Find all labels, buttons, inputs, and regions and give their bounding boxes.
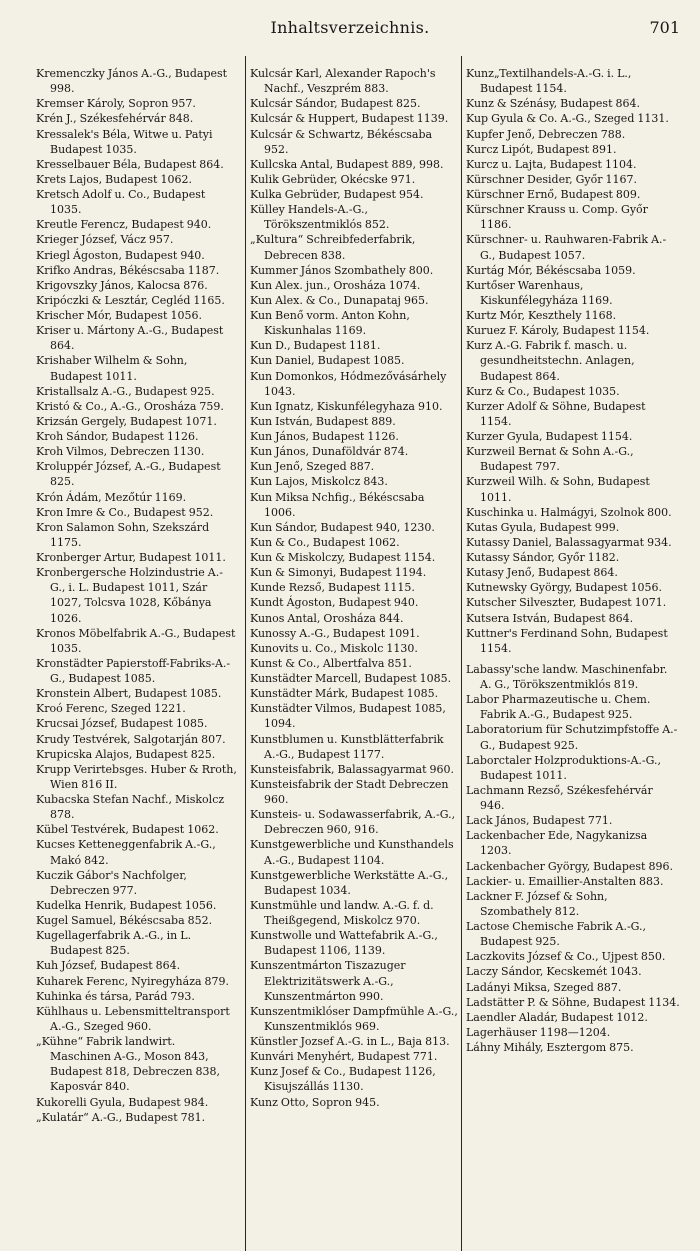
index-entry: Krets Lajos, Budapest 1062. bbox=[36, 172, 192, 186]
index-entry: Kunst & Co., Albertfalva 851. bbox=[250, 656, 412, 670]
index-entry: Kronos Möbelfabrik A.-G., Budapest 1035. bbox=[36, 626, 236, 655]
index-entry: Kuczik Gábor's Nachfolger, Debreczen 977. bbox=[36, 868, 187, 897]
index-entry: Krischer Mór, Budapest 1056. bbox=[36, 309, 202, 322]
index-entry: Kup Gyula & Co. A.-G., Szeged 1131. bbox=[466, 112, 669, 126]
index-entry: Kuhinka és társa, Parád 793. bbox=[36, 989, 195, 1003]
index-entry: Kun Jenő, Szeged 887. bbox=[250, 460, 375, 474]
index-entry: Kudelka Henrik, Budapest 1056. bbox=[36, 898, 217, 912]
index-entry: Kristó & Co., A.-G., Orosháza 759. bbox=[36, 399, 224, 413]
index-entry: Kunszentmárton Tiszazuger Elektrizitätswerk A.-G., Kunszentmárton 990. bbox=[250, 959, 406, 1003]
index-entry: Kun Miksa Nchfig., Békéscsaba 1006. bbox=[250, 490, 425, 519]
index-entry: Laborctaler Holzproduktions-A.-G., Budapest 1011. bbox=[466, 753, 662, 782]
index-entry: Kremser Károly, Sopron 957. bbox=[36, 97, 196, 111]
index-entry: Kroh Vilmos, Debreczen 1130. bbox=[36, 445, 205, 459]
index-entry: Kroh Sándor, Budapest 1126. bbox=[36, 430, 199, 443]
index-entry: Kunvári Menyhért, Budapest 771. bbox=[250, 1050, 438, 1064]
index-entry: Kürschner- u. Rauhwaren-Fabrik A.-G., Budapest 1057. bbox=[466, 233, 667, 262]
index-entry: Kunde Rezső, Budapest 1115. bbox=[250, 581, 415, 595]
index-entry: Láhny Mihály, Esztergom 875. bbox=[466, 1041, 634, 1054]
index-entry: Kunsteis- u. Sodawasserfabrik, A.-G., Debreczen 960, 916. bbox=[250, 808, 456, 837]
index-entry: Kun Alex. jun., Orosháza 1074. bbox=[250, 278, 421, 292]
index-entry: Kunstgewerbliche und Kunsthandels A.-G., Budapest 1104. bbox=[250, 838, 454, 867]
index-entry: Kun János, Budapest 1126. bbox=[250, 430, 399, 443]
index-entry: Krieger József, Vácz 957. bbox=[36, 233, 174, 247]
index-entry: Krishaber Wilhelm & Sohn, Budapest 1011. bbox=[36, 354, 188, 383]
index-entry: Kunovits u. Co., Miskolc 1130. bbox=[250, 641, 418, 655]
index-entry: Ladstätter P. & Söhne, Budapest 1134. bbox=[466, 995, 680, 1009]
index-entry: Kron Imre & Co., Budapest 952. bbox=[36, 505, 214, 519]
index-entry: Kunstblumen u. Kunstblätterfabrik A.-G., Budapest 1177. bbox=[250, 732, 444, 761]
index-entry: „Kühne“ Fabrik landwirt. Maschinen A-G., Moson 843, Budapest 818, Debreczen 838, Kaposvár 840. bbox=[36, 1035, 221, 1094]
index-entry: Kronbergersche Holzindustrie A.-G., i. L. Budapest 1011, Szár 1027, Tolcsva 1028, Kőbánya 1026. bbox=[36, 566, 223, 625]
index-entry: Kroó Ferenc, Szeged 1221. bbox=[36, 702, 186, 716]
index-entry: Lack János, Budapest 771. bbox=[466, 814, 613, 828]
index-entry: Kugel Samuel, Békéscsaba 852. bbox=[36, 914, 213, 927]
index-entry: „Kultura“ Schreibfederfabrik, Debrecen 838. bbox=[250, 233, 416, 262]
index-entry: Kummer János Szombathely 800. bbox=[250, 263, 434, 277]
index-entry: Kunstwolle und Wattefabrik A.-G., Budapest 1106, 1139. bbox=[250, 929, 438, 958]
index-entry: Lackier- u. Emaillier-Anstalten 883. bbox=[466, 874, 664, 888]
index-entry: Ladányi Miksa, Szeged 887. bbox=[466, 980, 622, 994]
index-entry: Kunstädter Márk, Budapest 1085. bbox=[250, 687, 439, 701]
index-column-1 bbox=[36, 66, 238, 1125]
index-entry: Kreutle Ferencz, Budapest 940. bbox=[36, 218, 212, 232]
index-entry: Kukorelli Gyula, Budapest 984. bbox=[36, 1095, 209, 1109]
index-entry: Kunstädter Marcell, Budapest 1085. bbox=[250, 672, 452, 685]
index-entry: Kuschinka u. Halmágyi, Szolnok 800. bbox=[466, 505, 672, 519]
index-entry: Kunstädter Vilmos, Budapest 1085, 1094. bbox=[250, 702, 446, 731]
index-entry: Kunz Otto, Sopron 945. bbox=[250, 1095, 380, 1109]
index-entry: Kurzer Gyula, Budapest 1154. bbox=[466, 430, 633, 443]
index-entry: Kun D., Budapest 1181. bbox=[250, 339, 381, 353]
index-entry: Labassy'sche landw. Maschinenfabr. A. G., Törökszentmiklós 819. bbox=[466, 662, 668, 691]
index-entry: Kretsch Adolf u. Co., Budapest 1035. bbox=[36, 188, 206, 217]
index-entry: Kurzer Adolf & Söhne, Budapest 1154. bbox=[466, 399, 646, 428]
index-entry: Kronstein Albert, Budapest 1085. bbox=[36, 687, 222, 701]
index-column-3 bbox=[466, 66, 680, 1055]
index-entry: Kron Salamon Sohn, Szekszárd 1175. bbox=[36, 520, 210, 549]
index-entry: Kunz & Szénásy, Budapest 864. bbox=[466, 97, 640, 111]
index-entry: Kunos Antal, Orosháza 844. bbox=[250, 611, 404, 625]
index-entry: Kunz„Textilhandels-A.-G. i. L., Budapest 1154. bbox=[466, 67, 632, 96]
index-entry: Kun Benő vorm. Anton Kohn, Kiskunhalas 1169. bbox=[250, 309, 410, 338]
index-entry: Kunsteisfabrik der Stadt Debreczen 960. bbox=[250, 777, 449, 806]
index-entry: Kun Sándor, Budapest 940, 1230. bbox=[250, 520, 435, 534]
index-entry: Kulik Gebrüder, Okécske 971. bbox=[250, 172, 416, 186]
index-entry: Kurtőser Warenhaus, Kiskunfélegyháza 1169. bbox=[466, 278, 613, 307]
index-entry: Künstler Jozsef A.-G. in L., Baja 813. bbox=[250, 1035, 450, 1048]
index-entry: Kürschner Krauss u. Comp. Győr 1186. bbox=[466, 203, 648, 232]
index-entry: Kressalek's Béla, Witwe u. Patyi Budapest 1035. bbox=[36, 127, 213, 156]
column-divider bbox=[245, 56, 246, 1251]
index-entry: Kun Domonkos, Hódmezővásárhely 1043. bbox=[250, 369, 447, 398]
index-entry: Kun Daniel, Budapest 1085. bbox=[250, 354, 405, 368]
index-entry: Kun Lajos, Miskolcz 843. bbox=[250, 475, 388, 489]
index-entry: Kürschner Ernő, Budapest 809. bbox=[466, 188, 641, 201]
index-entry: Kugellagerfabrik A.-G., in L. Budapest 825. bbox=[36, 929, 192, 958]
index-entry: Krigovszky János, Kalocsa 876. bbox=[36, 278, 208, 292]
index-entry: Krón Ádám, Mezőtúr 1169. bbox=[36, 490, 187, 504]
index-entry: Kutsera István, Budapest 864. bbox=[466, 611, 634, 625]
index-entry: Kunossy A.-G., Budapest 1091. bbox=[250, 626, 420, 640]
index-entry: Kun & Miskolczy, Budapest 1154. bbox=[250, 551, 436, 564]
index-entry: Kunstgewerbliche Werkstätte A.-G., Budapest 1034. bbox=[250, 868, 449, 897]
index-entry: Kun István, Budapest 889. bbox=[250, 414, 396, 428]
index-entry: Krupicska Alajos, Budapest 825. bbox=[36, 747, 216, 761]
page-header bbox=[0, 18, 700, 48]
index-entry: Kuruez F. Károly, Budapest 1154. bbox=[466, 324, 650, 338]
index-entry: Lackenbacher Ede, Nagykanizsa 1203. bbox=[466, 829, 648, 858]
index-entry: Lackenbacher György, Budapest 896. bbox=[466, 859, 673, 873]
index-entry: Kutas Gyula, Budapest 999. bbox=[466, 520, 620, 534]
index-entry: Kun Ignatz, Kiskunfélegyhaza 910. bbox=[250, 399, 443, 413]
index-entry: Kurz & Co., Budapest 1035. bbox=[466, 384, 620, 398]
index-entry: Kun János, Dunaföldvár 874. bbox=[250, 445, 409, 459]
index-entry: Kutasy Jenő, Budapest 864. bbox=[466, 566, 618, 580]
index-entry: Kulcsár & Huppert, Budapest 1139. bbox=[250, 112, 449, 126]
index-entry: Kuttner's Ferdinand Sohn, Budapest 1154. bbox=[466, 626, 668, 655]
index-entry: Lagerhäuser 1198—1204. bbox=[466, 1025, 611, 1039]
index-entry: Kucses Ketteneggenfabrik A.-G., Makó 842. bbox=[36, 838, 216, 867]
index-column-2 bbox=[250, 66, 458, 1110]
index-entry: Krucsai József, Budapest 1085. bbox=[36, 717, 208, 731]
index-entry: Kulcsár & Schwartz, Békéscsaba 952. bbox=[250, 127, 433, 156]
index-entry: Kutnewsky György, Budapest 1056. bbox=[466, 581, 663, 595]
index-entry: Lachmann Rezső, Székesfehérvár 946. bbox=[466, 783, 653, 812]
index-entry: Kuh József, Budapest 864. bbox=[36, 959, 181, 973]
index-entry: Kristallsalz A.-G., Budapest 925. bbox=[36, 384, 215, 398]
index-entry: „Kulatár“ A.-G., Budapest 781. bbox=[36, 1110, 206, 1124]
column-divider bbox=[461, 56, 462, 1251]
index-entry: Kurtz Mór, Keszthely 1168. bbox=[466, 309, 617, 322]
index-entry: Krifko Andras, Békéscsaba 1187. bbox=[36, 263, 220, 277]
index-entry: Laczy Sándor, Kecskemét 1043. bbox=[466, 965, 642, 979]
index-entry: Kurtág Mór, Békéscsaba 1059. bbox=[466, 263, 636, 277]
index-entry: Kun Alex. & Co., Dunapataj 965. bbox=[250, 293, 429, 307]
index-entry: Külley Handels-A.-G., Törökszentmiklós 852. bbox=[250, 203, 390, 232]
index-entry: Laczkovits József & Co., Ujpest 850. bbox=[466, 950, 666, 964]
index-entry: Kunstmühle und landw. A.-G. f. d. Theißgegend, Miskolcz 970. bbox=[250, 898, 434, 927]
index-entry: Kuharek Ferenc, Nyiregyháza 879. bbox=[36, 974, 230, 988]
index-entry: Kutassy Sándor, Győr 1182. bbox=[466, 551, 620, 564]
index-entry: Kullcska Antal, Budapest 889, 998. bbox=[250, 157, 444, 171]
index-entry: Kunszentmiklóser Dampfmühle A.-G., Kunszentmiklós 969. bbox=[250, 1004, 458, 1033]
index-entry: Kurzweil Wilh. & Sohn, Budapest 1011. bbox=[466, 475, 650, 504]
index-entry: Kübel Testvérek, Budapest 1062. bbox=[36, 823, 219, 837]
index-entry: Kresselbauer Béla, Budapest 864. bbox=[36, 157, 224, 171]
index-entry: Krupp Verirtebsges. Huber & Rroth, Wien 816 II. bbox=[36, 762, 237, 791]
index-entry: Kürschner Desider, Győr 1167. bbox=[466, 172, 638, 186]
index-entry: Kutscher Silveszter, Budapest 1071. bbox=[466, 596, 667, 610]
index-entry: Kronberger Artur, Budapest 1011. bbox=[36, 551, 226, 564]
page-title: Inhaltsverzeichnis. bbox=[270, 18, 430, 37]
index-entry: Laendler Aladár, Budapest 1012. bbox=[466, 1010, 648, 1024]
index-entry: Krizsán Gergely, Budapest 1071. bbox=[36, 414, 217, 428]
index-entry: Kulka Gebrüder, Budapest 954. bbox=[250, 188, 424, 201]
index-entry: Kunz Josef & Co., Budapest 1126, Kisujszállás 1130. bbox=[250, 1065, 436, 1094]
index-entry: Kühlhaus u. Lebensmitteltransport A.-G., Szeged 960. bbox=[36, 1004, 230, 1033]
index-entry: Kun & Co., Budapest 1062. bbox=[250, 535, 400, 549]
index-entry: Kupfer Jenő, Debreczen 788. bbox=[466, 127, 626, 141]
index-entry: Krudy Testvérek, Salgotarján 807. bbox=[36, 732, 226, 746]
index-entry: Kroluppér József, A.-G., Budapest 825. bbox=[36, 460, 221, 489]
index-entry: Kun & Simonyi, Budapest 1194. bbox=[250, 566, 427, 580]
index-entry: Kriegl Ágoston, Budapest 940. bbox=[36, 248, 205, 262]
index-entry: Lackner F. József & Sohn, Szombathely 812. bbox=[466, 889, 608, 918]
index-entry: Kriser u. Mártony A.-G., Budapest 864. bbox=[36, 324, 224, 353]
index-entry: Kronstädter Papierstoff-Fabriks-A.-G., Budapest 1085. bbox=[36, 656, 231, 685]
index-entry: Kundt Ágoston, Budapest 940. bbox=[250, 596, 419, 610]
index-entry: Kurcz Lipót, Budapest 891. bbox=[466, 142, 617, 156]
index-entry: Kulcsár Karl, Alexander Rapoch's Nachf., Veszprém 883. bbox=[250, 67, 436, 96]
index-entry: Kripóczki & Lesztár, Cegléd 1165. bbox=[36, 293, 225, 307]
index-entry: Kunsteisfabrik, Balassagyarmat 960. bbox=[250, 762, 455, 776]
index-entry: Laboratorium für Schutzimpfstoffe A.-G., Budapest 925. bbox=[466, 723, 678, 752]
index-entry: Kutassy Daniel, Balassagyarmat 934. bbox=[466, 535, 672, 549]
index-entry: Kurzweil Bernat & Sohn A.-G., Budapest 797. bbox=[466, 445, 634, 474]
index-entry: Krén J., Székesfehérvár 848. bbox=[36, 112, 194, 126]
index-entry: Labor Pharmazeutische u. Chem. Fabrik A.-G., Budapest 925. bbox=[466, 693, 651, 722]
index-entry: Kurz A.-G. Fabrik f. masch. u. gesundheitstechn. Anlagen, Budapest 864. bbox=[466, 339, 635, 383]
page-number: 701 bbox=[649, 18, 680, 37]
index-entry: Kubacska Stefan Nachf., Miskolcz 878. bbox=[36, 793, 225, 822]
index-entry: Lactose Chemische Fabrik A.-G., Budapest 925. bbox=[466, 920, 647, 949]
index-entry: Kremenczky János A.-G., Budapest 998. bbox=[36, 67, 228, 96]
index-entry: Kulcsár Sándor, Budapest 825. bbox=[250, 97, 421, 111]
index-entry: Kurcz u. Lajta, Budapest 1104. bbox=[466, 157, 637, 171]
